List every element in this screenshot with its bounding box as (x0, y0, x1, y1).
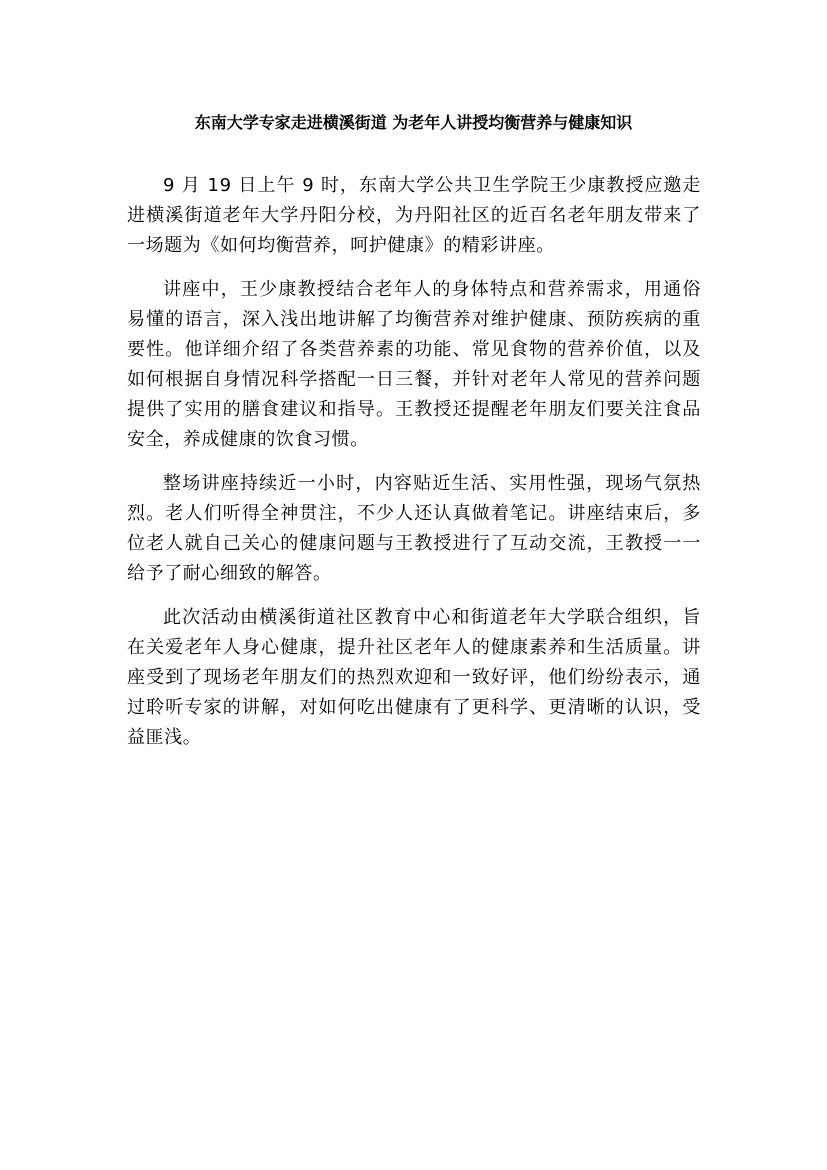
document-body (127, 171, 701, 767)
paragraph-lecture-content: 讲座中，王少康教授结合老年人的身体特点和营养需求，用通俗易懂的语言，深入浅出地讲解了均衡营养对维护健康、预防疾病的重要性。他详细介绍了各类营养素的功能、常见食物的营养价值，以及如何根据自身情况科学搭配一日三餐，并针对老年人常见的营养问题提供了实用的膳食建议和指导。王教授还提醒老年朋友们要关注食品安全，养成健康的饮食习惯。 (127, 279, 701, 450)
document-title: 东南大学专家走进横溪街道 为老年人讲授均衡营养与健康知识 (194, 113, 633, 132)
paragraph-event-intro: 9 月 19 日上午 9 时，东南大学公共卫生学院王少康教授应邀走进横溪街道老年大学丹阳分校，为丹阳社区的近百名老年朋友带来了一场题为《如何均衡营养，呵护健康》的精彩讲座。 (127, 175, 701, 256)
paragraph-event-summary: 此次活动由横溪街道社区教育中心和街道老年大学联合组织，旨在关爱老年人身心健康，提升社区老年人的健康素养和生活质量。讲座受到了现场老年朋友们的热烈欢迎和一致好评，他们纷纷表示，通过聆听专家的讲解，对如何吃出健康有了更科学、更清晰的认识，受益匪浅。 (127, 607, 701, 748)
paragraph-audience-reaction: 整场讲座持续近一小时，内容贴近生活、实用性强，现场气氛热烈。老人们听得全神贯注，不少人还认真做着笔记。讲座结束后，多位老人就自己关心的健康问题与王教授进行了互动交流，王教授一一给予了耐心细致的解答。 (127, 473, 701, 584)
